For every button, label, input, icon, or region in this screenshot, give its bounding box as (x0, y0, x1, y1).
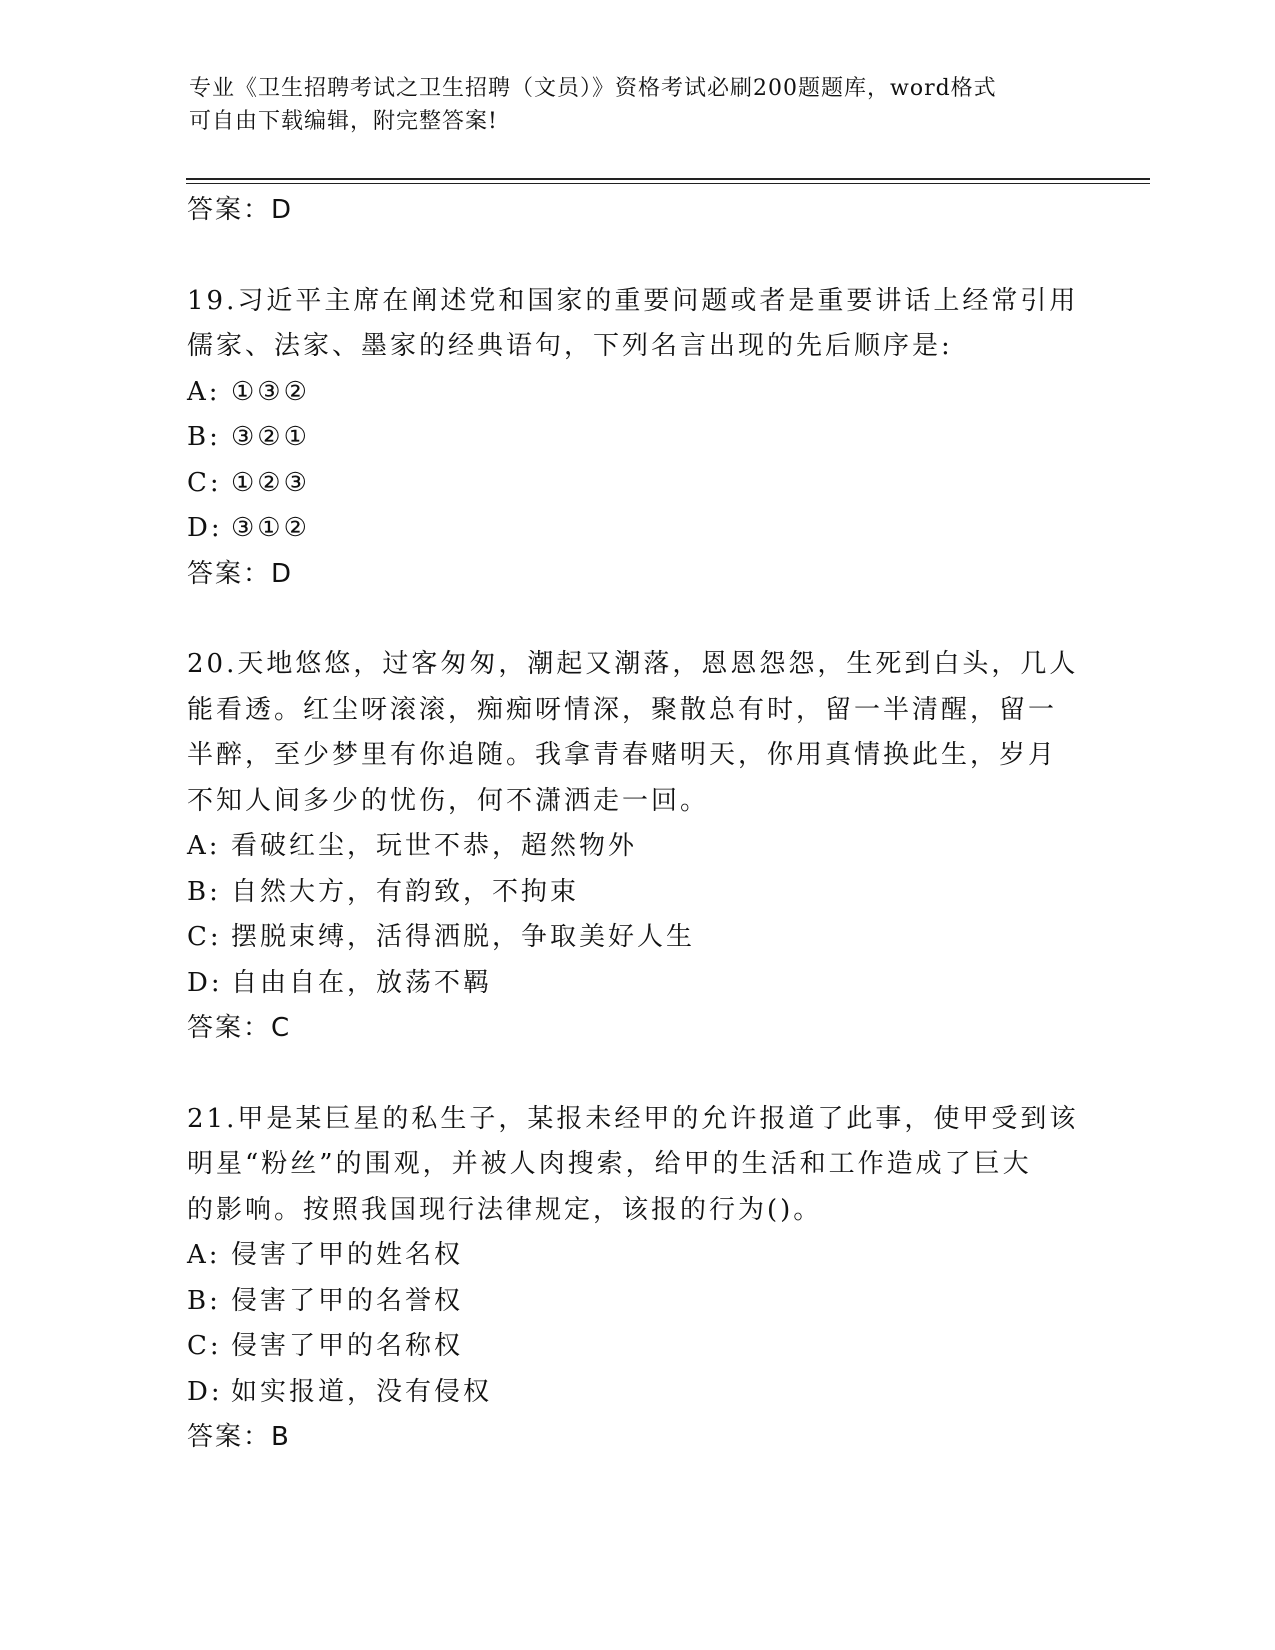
question-text-line: 明星“粉丝”的围观，并被人肉搜索，给甲的生活和工作造成了巨大 (187, 1149, 1032, 1179)
option-text: 侵害了甲的名称权 (231, 1331, 464, 1361)
question-text-line: 能看透。红尘呀滚滚，痴痴呀情深，聚散总有时，留一半清醒，留一 (187, 694, 1058, 725)
document-header (189, 72, 1069, 138)
option-label: A: (187, 1240, 221, 1270)
option-text: ③②① (231, 422, 310, 452)
header-rule-thin (186, 183, 1150, 184)
spacer (187, 234, 1087, 279)
option-a (187, 824, 1087, 870)
option-c (187, 461, 1087, 507)
option-c (187, 1324, 1087, 1370)
question-19 (187, 279, 1087, 598)
previous-answer: 答案：D (187, 195, 294, 225)
option-d (187, 506, 1087, 552)
question-content (187, 188, 1087, 1461)
question-text-line: 的影响。按照我国现行法律规定，该报的行为()。 (187, 1194, 823, 1225)
option-label: A: (187, 376, 221, 407)
header-line-1: 专业《卫生招聘考试之卫生招聘（文员）》资格考试必刷200题题库，word格式 (189, 76, 997, 101)
answer: 答案：C (187, 1013, 292, 1043)
option-label: D: (187, 1376, 223, 1407)
question-text-line: 21.甲是某巨星的私生子，某报未经甲的允许报道了此事，使甲受到该 (187, 1103, 1079, 1134)
option-d (187, 1370, 1087, 1416)
question-text-line: 半醉，至少梦里有你追随。我拿青春赌明天，你用真情换此生，岁月 (187, 740, 1058, 770)
option-text: 侵害了甲的姓名权 (231, 1240, 464, 1270)
option-text: 看破红尘，玩世不恭，超然物外 (231, 831, 638, 861)
question-20 (187, 642, 1087, 1052)
answer: 答案：B (187, 1422, 291, 1452)
question-text-line: 不知人间多少的忧伤，何不潇洒走一回。 (187, 785, 710, 816)
option-text: ③①② (231, 513, 310, 543)
option-label: C: (187, 922, 222, 952)
option-text: 侵害了甲的名誉权 (231, 1285, 464, 1316)
option-text: 自由自在，放荡不羁 (231, 967, 493, 998)
option-label: C: (187, 1331, 222, 1361)
option-b (187, 1279, 1087, 1325)
option-a (187, 370, 1087, 416)
option-label: D: (187, 513, 223, 543)
option-b (187, 870, 1087, 916)
option-label: B: (187, 1285, 221, 1316)
option-text: 自然大方，有韵致，不拘束 (231, 876, 580, 907)
option-label: B: (187, 422, 221, 452)
option-label: D: (187, 967, 223, 998)
option-label: B: (187, 876, 221, 907)
option-text: 摆脱束缚，活得洒脱，争取美好人生 (231, 922, 696, 952)
answer: 答案：D (187, 558, 294, 589)
option-text: ①③② (231, 376, 310, 407)
option-d (187, 961, 1087, 1007)
option-text: ①②③ (231, 467, 310, 498)
option-label: C: (187, 467, 222, 498)
header-rule-thick (186, 178, 1150, 180)
option-a (187, 1233, 1087, 1279)
question-text-line: 19.习近平主席在阐述党和国家的重要问题或者是重要讲话上经常引用 (187, 285, 1079, 316)
spacer (187, 597, 1087, 642)
header-line-2: 可自由下载编辑，附完整答案! (189, 109, 498, 134)
option-text: 如实报道，没有侵权 (231, 1376, 493, 1407)
question-21 (187, 1097, 1087, 1461)
question-text-line: 20.天地悠悠，过客匆匆，潮起又潮落，恩恩怨怨，生死到白头，几人 (187, 649, 1079, 679)
option-c (187, 915, 1087, 961)
option-label: A: (187, 831, 221, 861)
option-b (187, 415, 1087, 461)
question-text-line: 儒家、法家、墨家的经典语句，下列名言出现的先后顺序是: (187, 331, 953, 361)
spacer (187, 1052, 1087, 1097)
